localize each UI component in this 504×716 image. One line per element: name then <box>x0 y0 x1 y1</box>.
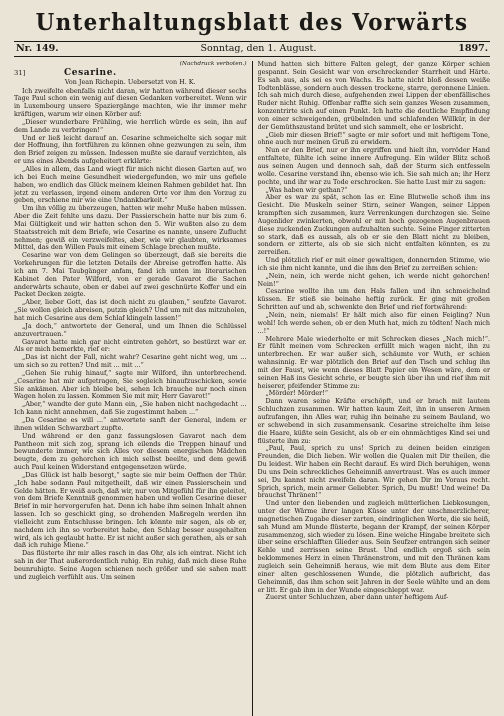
paragraph: Zuerst unter Schluchzen, aber dann unter heftigem Auf- <box>265 593 449 602</box>
paragraph: „Das Glück ist halb besorgt,“ sagte sie mir beim Oeffnen der Thür. „Ich habe sodann Paul mitgetheilt, daß wir einen Passierschein und Gelde hätten. Er weiß auch, daß wir, nur von Mitgefühl für ihn geleitet, von dem Briefe Kenntniß genommen haben und wollen Cesarine dieser Brief in mir hervorgerufen hat. Denn ich habe ihm seinen Inhalt ahnen lassen. Ich so geschickt ging, so drohenden Maßregeln werden ihn vielleicht zum Entschlusse bringen. Ich könnte mir sagen, als ob er, nachdem ich ihn so vorbereitet habe, den Schlag besser ausgehalten wird, als ich geglaubt hatte. Er ist nicht außer sich gerathen, als er sah daß ich ruhige Miene.“ <box>14 470 247 550</box>
paragraph: „Paul, Paul, sprich zu uns! Sprich zu deinen beiden einzigen Freunden, die Dich lieben. Wir wollen die Qualen mit Dir theilen, die Du leidest. Wir haben ein Recht darauf. Es wird Dich beruhigen, wenn Du uns Dein schreckliches Geheimniß anvertraust. Was es auch immer sei, Du kannst nicht zweifeln daran. Wir gehen Dir im Voraus recht. Sprich, sprich, mein armer Geliebter. Sprich, Du mußt! Und weine! Da brauchst Thränen!“ <box>257 444 490 500</box>
paragraph: „Mörder! Mörder!“ <box>265 389 328 398</box>
issue-number: Nr. 149. <box>16 43 59 54</box>
story-title: Cesarine. <box>64 67 117 78</box>
paragraph: Nun er den Brief, nur er ihn ergriffen und hielt ihn, vorröder Hand entfaltete, fühlte ich seine innere Aufregung. Ein wilder Blitz schoß aus seinen Augen und dennoch sah, daß der Sturm sich entfesseln wolle. Cesarine verstand ihn, ebenso wie ich. Sie sah mich an; ihr Herz pochte, und ihr war zu Tode erschrocken. Sie hatte Lust mir zu sagen: <box>257 146 490 186</box>
paragraph: Und unter den liebenden und zugleich mütterlichen Liebkosungen, unter der Wärme ihrer langen Küsse unter der unschmerzlicherer, magnetischen Zugabe dieser zarten, eindringlichen Worte, die sie heiß, sah Mund am Munde flüsterte, begann der Krampf, der seinen Körper zusammenzog, sich wieder zu lösen. Eine weiche Hingabe breitete sich über seine erschlafften Glieder aus. Sein Seufzer entrangen sich seiner Kehle und zerrissen seine Brust. Und endlich ergoß sich sein beklommenes Herz in einen Thränenstrom, und mit den Thränen kam zugleich sein Geheimniß heraus, wie mit dem Blute aus dem Eiter einer alten geschlossenen Wunde, die plötzlich aufbricht, das Geheimniß, das ihm schon seit Jahren in der Seele wühlte und an dem er litt. Er gab ihm in der Wunde eingeschleppt war. <box>257 499 490 594</box>
paragraph: „Nein, nein, ich werde nicht gehen, ich werde nicht gehorchen! Nein!“ <box>257 271 490 288</box>
paragraph: „Da Cesarine es will ...“ antwortete sanft der General, indem er ihnen wilden Schwarzbart zupfte. <box>14 415 247 432</box>
paragraph: „Dieser wunderbare Frühling, wie herrlich würde es sein, ihn auf dem Lande zu verbringen!“ <box>14 117 247 134</box>
right-column <box>258 61 491 716</box>
masthead-title: Unterhaltungsblatt des Vorwärts <box>35 9 469 36</box>
issue-year: 1897. <box>458 43 488 54</box>
article-columns <box>14 61 490 716</box>
paragraph: Das flüsterte ihr mir alles rasch in das Ohr, als ich eintrat. Nicht ich sah in der That außerordentlich ruhig. Ein ruhig, daß mich diese Ruhe beunruhigte. Seine Augen schienen noch größer und sie sahen matt und zugleich verfühlt aus. Um seinen <box>14 549 247 581</box>
paragraph: „Ja doch,“ antwortete der General, und um Ihnen die Schlüssel anzuvertrauen.“ <box>14 321 247 338</box>
reprint-note: (Nachdruck verboten.) <box>179 61 247 67</box>
left-column <box>14 61 247 716</box>
paragraph: Cesarine war von dem Gelingen so überzeugt, daß sie bereits die Vorkehrungen für die letzten Details der Abreise getroffen hatte. Als ich am 7. Mai Taubgänger anfam, fand ich unten im literarischen Kabinet den Pater Wilford, von er gerade Gavarot die Sachen anderwärts schaute, oben er dabei auf zwei geschnürte Koffer und ein Packet Decken zeigte. <box>14 251 247 299</box>
paragraph: „Alles in allem, das Land wiegt für mich nicht diesen Garten auf, wo ich bei Euch meine Gesundheit wiedergefunden, wo mir uns gefiele haben, wo endlich das Glück meinem kleinen Rahmen gebildet hat. Ihn jetzt zu verlassen, irgend einem anderen Orte vor ihm den Vorzug zu geben, erschiene mir wie eine Undankbarkeit.“ <box>14 164 247 205</box>
article-header <box>14 67 247 78</box>
installment-number: 31] <box>14 68 26 77</box>
column-separator <box>252 61 253 716</box>
paragraph: Mehrere Male wiederholte er mit Schrecken dieses „Nach mich!“. Er fühlt meinen vom Schrecken erfüllt mich wagen nicht, ihn zu unterbrechen. Er war außer sich, schäumte vor Wuth, er schien wahnsinnig. Er war plötzlich den Brief auf den Tisch und schlug ihn mit der Faust, wie wenn dieses Blatt Papier ein Wesen wäre, dem er seinen Haß ins Gesicht schrie, er beugte sich über ihn und rief ihm mit heiserer, pfeifender Stimme zu: <box>257 334 490 390</box>
paragraph: Und während er den ganz fassungslosen Gavarot nach dem Pantheon mit sich zog, sprang ich eilends die Treppen hinauf und bewunderte immer, wie sich Alles vor diesem energischen Mädchen beugte, dem zu gehorchen ich mich selbst beeilte, und dem gewiß auch Paul keinen Widerstand entgegensetzen würde. <box>14 431 247 472</box>
paragraph: „Gehen Sie ruhig hinauf,“ sagte mir Wilford, ihn unterbrechend. „Cesarine hat mir aufgetragen, Sie sogleich hinaufzuschicken, sowie Sie ankämen. Aber ich bleibe bei, sehen Ich brauche nur noch einen Wagen holen zu lassen. Kommen Sie mit mir, Herr Gavarot!“ <box>14 368 247 401</box>
issue-rule <box>14 56 490 57</box>
paragraph: „Gieb mir diesen Brief!“ sagte er mir sofort und mit heftigem Tone, ohne auch nur meinen Gruß zu erwidern. <box>257 130 490 147</box>
paragraph: Um ihn völlig zu überzeugen, hatten wir mehr Muße haben müssen. Aber die Zeit fehlte uns dazu. Der Passierschein hatte nur bis zum 6. Mai Gültigkeit und wir hatten schon den 5. Wir wußten also zu dem Staatsstreich mit dem Briefe, wie Cesarine es nannte, unsere Zuflucht nehmen; gewiß ein verzweifeltes, aber, wie wir glaubten, wirksames Mittel, das den Willen Pauls mit einem Schlage brechen mußte. <box>14 204 247 252</box>
paragraph: Dann waren seine Kräfte erschöpft, und er brach mit lautem Schluchzen zusammen. Wir hatten kaum Zeit, ihn in unseren Armen aufzufangen, ihn Alles war, ruhig ihn beinahe zu seinem Bauland, wo er schwebend in sich zusammensank. Cesarine streichelte ihm leise die Haare, küßte sein Gesicht, als ob er ein ohnmächtiges Kind sei und flüsterte ihm zu: <box>257 397 490 445</box>
paragraph: Gavarot hatte mich gar nicht eintreten gehört, so bestürzt war er. Als er mich bemerkte, rief er: <box>14 337 247 354</box>
paragraph: „Das ist nicht der Fall, nicht wahr? Cesarine geht nicht weg, um ... um sich so zu retten? Und mit ... mit ...“ <box>14 353 247 370</box>
paragraph: „Aber, lieber Gott, das ist doch nicht zu glauben,“ seufzte Gavarot. „Sie wollen gleich abreisen, putzin gleich? Und um mit das mitzuholen, hat mich Cesarine aus dem Schlaf klingeln lassen!“ <box>14 298 247 322</box>
paragraph: Cesarine wollte ihn um den Hals fallen und ihn schmeichelnd küssen. Er stieß sie beinahe heftig zurück. Er ging mit großen Schritten auf und ab, schwenkte den Brief und rief fortwährend: <box>257 287 490 312</box>
issue-line <box>14 42 490 55</box>
paragraph: Ich zweifelte ebenfalls nicht daran, wir hatten während dieser sechs Tage Paul schon ein wenig auf diesen Gedanken vorbereitet. Wenn wir in Luxembourg unsere Spaziergänge machten, wie ihr immer mehr kräftigen, warum wir einen Körber auf: <box>14 86 247 119</box>
paragraph: Aber es war zu spät, schon las er. Eine Blutwelle schoß ihm ins Gesicht. Die Muskeln seiner Stirn, seiner Wangen, seiner Lippen krampften sich zusammen, kurz Verrenkungen durchzogen sie. Seine Augenlider zwinkerten, obwohl er mit hoch gezogenen Augenbrauen diese zuckenden Zuckungen aufzuhalten suchte. Seine Finger zitterten so stark, daß es aussah, als ob er sie den Blatt nicht zu bleiben, sondern er zitterte, als ob sie sich nicht entfalten könnten, es zu zerreißen. <box>257 193 490 257</box>
paragraph: „Nein, nein, niemals! Er hält mich also für einen Feigling? Nun wohl! Ich werde sehen, ob er den Muth hat, mich zu tödten! Nach mich ...!“ <box>257 311 490 335</box>
paragraph: „Was haben wir gethan?“ <box>265 185 348 194</box>
paragraph: Mund hatten sich bittere Falten gelegt, der ganze Körper schien gespannt. Sein Gesicht war von erschreckender Starrheit und Härte. Es sah aus, als sei es von Wachs. Es hatte nicht bloß dessen weiße Todtenblässe, sondern auch dessen trockene, starre, geronnene Linien. Ich sah mich durch diese, aufgehenden zwei Lippen der ebenfällisches Ruder nicht Ruhig. Offenbar raffte sich sein ganzes Wesen zusammen, konzentrirte sich auf einen Punkt. Ich hatte die deutliche Empfindung von einer schweigenden, grübelnden und schlafenden Willkür, in der der Gemüthszustand brütet und sich sammelt, ehe er losbricht. <box>257 61 490 131</box>
paragraph: Und plötzlich rief er mit einer gewaltigen, donnernden Stimme, wie ich sie ihm nicht kannte, und die ihm den Brief zu zerreißen schien: <box>257 256 490 272</box>
paragraph: Und er ließ leicht darauf an. Cesarine schmeichelte sich sogar mit der Hoffnung, ihn fortführen zu können ohne gezwungen zu sein, ihm den Brief zeigen zu müssen. Indessen mußte sie darauf verzichten, als er uns eines Abends aufgeheitert erklärte: <box>14 133 247 166</box>
paragraph: „Aber,“ wandte der gute Mann ein, „Sie haben nicht nachgedacht ... Ich kann nicht annehmen, daß Sie zugestimmt haben ...“ <box>14 400 247 417</box>
byline: Von Jean Richepin. Uebersetzt von H. K. <box>64 77 196 86</box>
issue-date: Sonntag, den 1. August. <box>200 43 317 54</box>
